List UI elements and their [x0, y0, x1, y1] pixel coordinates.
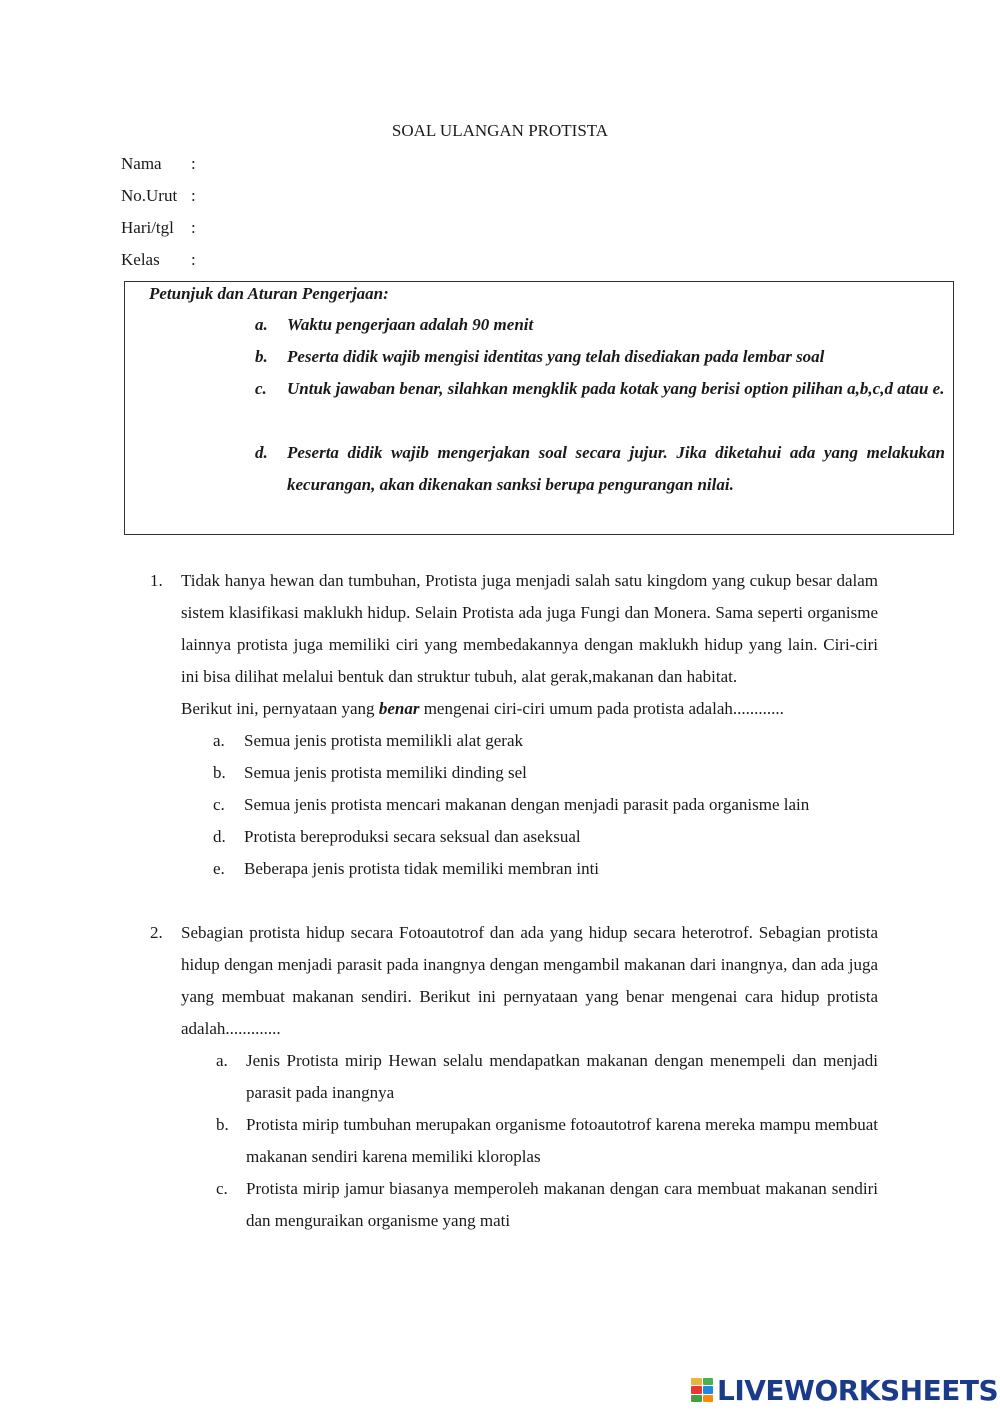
logo-cell	[703, 1395, 714, 1402]
instruction-letter: a.	[255, 315, 268, 334]
question-number: 2.	[150, 923, 163, 942]
instruction-letter: c.	[255, 379, 267, 398]
instruction-text: Peserta didik wajib mengisi identitas yang telah disediakan pada lembar soal	[287, 347, 825, 366]
identity-row-nama	[121, 152, 196, 176]
liveworksheets-logo-icon	[691, 1378, 713, 1402]
answer-option[interactable]	[216, 1109, 878, 1173]
identity-colon: :	[191, 186, 196, 205]
question-text: Tidak hanya hewan dan tumbuhan, Protista juga menjadi salah satu kingdom yang cukup besar dalam sistem klasifikasi maklukh hidup. Selain Protista ada juga Fungi dan Monera. Sama seperti organisme lainnya protista juga memiliki ciri yang membedakannya dengan maklukh hidup yang lain. Ciri-ciri ini bisa dilihat melalui bentuk dan struktur tubuh, alat gerak,makanan dan habitat.	[181, 571, 878, 686]
identity-label: No.Urut	[121, 186, 178, 205]
option-letter: a.	[213, 731, 225, 750]
instruction-letter: b.	[255, 347, 268, 366]
option-text: Protista mirip jamur biasanya memperoleh makanan dengan cara membuat makanan sendiri dan menguraikan organisme yang mati	[246, 1179, 878, 1230]
option-letter: b.	[216, 1115, 229, 1134]
answer-option[interactable]	[216, 1173, 878, 1237]
identity-colon: :	[191, 250, 196, 269]
watermark-text: LIVEWORKSHEETS	[717, 1373, 999, 1407]
answer-option[interactable]	[213, 821, 878, 853]
answer-option[interactable]	[213, 789, 878, 821]
identity-colon: :	[191, 218, 196, 237]
prompt-emphasis: benar	[378, 699, 420, 718]
option-letter: b.	[213, 763, 226, 782]
instruction-item	[255, 437, 945, 501]
option-text: Protista mirip tumbuhan merupakan organisme fotoautotrof karena mereka mampu membuat makanan sendiri karena memiliki kloroplas	[246, 1115, 878, 1166]
logo-cell	[703, 1378, 714, 1385]
option-letter: a.	[216, 1051, 228, 1070]
answer-option[interactable]	[213, 757, 878, 789]
instruction-text: Waktu pengerjaan adalah 90 menit	[287, 315, 534, 334]
option-letter: c.	[213, 795, 225, 814]
identity-row-no-urut	[121, 184, 196, 208]
option-text: Semua jenis protista memiliki dinding sel	[244, 763, 527, 782]
instruction-text: Peserta didik wajib mengerjakan soal secara jujur. Jika diketahui ada yang melakukan kecurangan, akan dikenakan sanksi berupa pengurangan nilai.	[287, 443, 945, 494]
instruction-letter: d.	[255, 443, 268, 462]
identity-row-hari-tgl	[121, 216, 196, 240]
logo-cell	[691, 1386, 702, 1393]
logo-cell	[691, 1395, 702, 1402]
prompt-after: mengenai ciri-ciri umum pada protista adalah............	[419, 699, 784, 718]
answer-option[interactable]	[216, 1045, 878, 1109]
identity-label: Kelas	[121, 250, 160, 269]
option-text: Protista bereproduksi secara seksual dan aseksual	[244, 827, 581, 846]
logo-cell	[703, 1386, 714, 1393]
question-1	[150, 565, 878, 885]
question-text: Sebagian protista hidup secara Fotoautotrof dan ada yang hidup secara heterotrof. Sebagian protista hidup dengan menjadi parasit pada inangnya dengan mengambil makanan dari inangnya, dan ada juga yang membuat makanan sendiri. Berikut ini pernyataan yang benar mengenai cara hidup protista adalah.............	[181, 923, 878, 1038]
identity-colon: :	[191, 154, 196, 173]
option-text: Jenis Protista mirip Hewan selalu mendapatkan makanan dengan menempeli dan menjadi parasit pada inangnya	[246, 1051, 878, 1102]
option-letter: e.	[213, 859, 225, 878]
option-letter: c.	[216, 1179, 228, 1198]
answer-option[interactable]	[213, 853, 878, 885]
instructions-title: Petunjuk dan Aturan Pengerjaan:	[149, 284, 389, 303]
option-text: Beberapa jenis protista tidak memiliki membran inti	[244, 859, 600, 878]
question-number: 1.	[150, 571, 163, 590]
option-text: Semua jenis protista memilikli alat gerak	[244, 731, 524, 750]
prompt-before: Berikut ini, pernyataan yang	[181, 699, 379, 718]
answer-option[interactable]	[213, 725, 878, 757]
instructions-box	[124, 281, 954, 535]
instruction-text: Untuk jawaban benar, silahkan mengklik pada kotak yang berisi option pilihan a,b,c,d atau e.	[287, 379, 945, 398]
instruction-item	[255, 373, 945, 405]
instruction-item	[255, 309, 945, 341]
page-title: SOAL ULANGAN PROTISTA	[391, 121, 609, 140]
option-text: Semua jenis protista mencari makanan dengan menjadi parasit pada organisme lain	[244, 795, 810, 814]
option-letter: d.	[213, 827, 226, 846]
identity-label: Hari/tgl	[121, 218, 174, 237]
question-2	[150, 917, 878, 1237]
question-prompt	[181, 693, 878, 725]
logo-cell	[691, 1378, 702, 1385]
instruction-item	[255, 341, 945, 373]
liveworksheets-watermark	[691, 1374, 998, 1406]
identity-row-kelas	[121, 248, 196, 272]
identity-label: Nama	[121, 154, 162, 173]
